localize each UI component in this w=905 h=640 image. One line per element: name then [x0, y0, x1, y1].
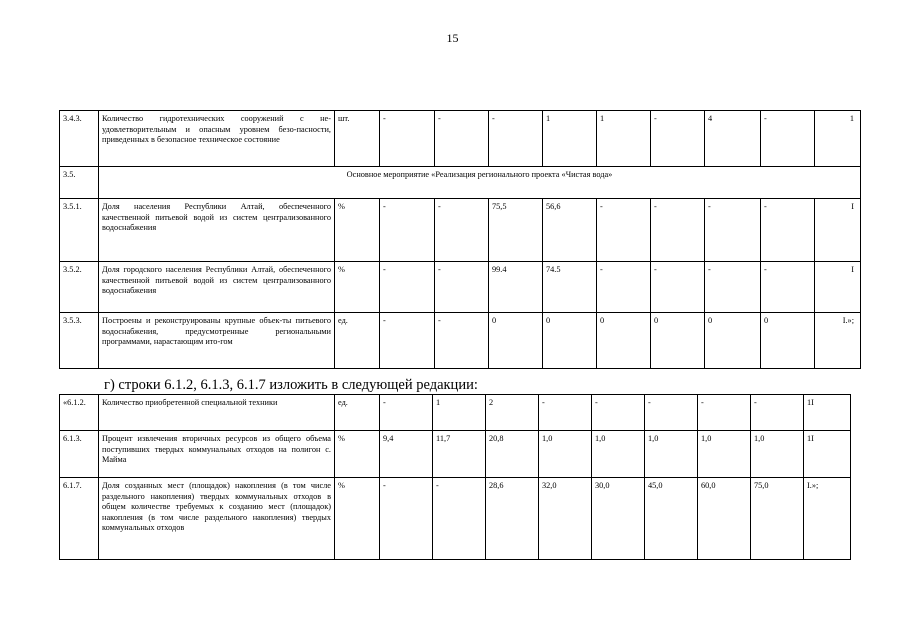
indicator-name: Доля городского населения Республики Алтай, обеспеченного качественной питьевой водой из систем централизованного водоснабжения — [99, 262, 335, 313]
page-number: 15 — [446, 31, 459, 45]
value-cell: 1,0 — [698, 431, 751, 478]
section-heading: г) строки 6.1.2, 6.1.3, 6.1.7 изложить в следующей редакции: — [104, 377, 478, 393]
value-cell: - — [433, 478, 486, 560]
value-cell: 0 — [489, 313, 543, 369]
row-number: 6.1.7. — [60, 478, 99, 560]
value-cell: 1,0 — [645, 431, 698, 478]
value-cell: I — [815, 199, 861, 262]
unit-cell: % — [335, 199, 380, 262]
value-cell: 0 — [543, 313, 597, 369]
value-cell: - — [751, 395, 804, 431]
value-cell: 1I — [804, 431, 851, 478]
value-cell: - — [761, 111, 815, 167]
unit-cell: % — [335, 431, 380, 478]
value-cell: - — [380, 478, 433, 560]
row-number: 3.5.1. — [60, 199, 99, 262]
table-row — [60, 167, 861, 199]
value-cell: 20,8 — [486, 431, 539, 478]
value-cell: - — [698, 395, 751, 431]
value-cell: - — [651, 199, 705, 262]
row-number: 6.1.3. — [60, 431, 99, 478]
value-cell: - — [651, 262, 705, 313]
indicator-name: Доля населения Республики Алтай, обеспеченного качественной питьевой водой из систем централизованного водоснабжения — [99, 199, 335, 262]
indicators-table-1 — [59, 110, 861, 369]
value-cell: - — [597, 199, 651, 262]
value-cell: 28,6 — [486, 478, 539, 560]
table-row — [60, 262, 861, 313]
value-cell: - — [761, 262, 815, 313]
value-cell: I — [815, 262, 861, 313]
section-title: Основное мероприятие «Реализация регионального проекта «Чистая вода» — [99, 167, 861, 199]
value-cell: - — [705, 262, 761, 313]
value-cell: - — [761, 199, 815, 262]
table-row — [60, 199, 861, 262]
value-cell: - — [380, 199, 435, 262]
row-number: 3.5. — [60, 167, 99, 199]
value-cell: 4 — [705, 111, 761, 167]
value-cell: I.»; — [804, 478, 851, 560]
indicator-name: Построены и реконструированы крупные объек-ты питьевого водоснабжения, предусмотренные региональными программами, нарастающим ито-гом — [99, 313, 335, 369]
table-row — [60, 313, 861, 369]
unit-cell: шт. — [335, 111, 380, 167]
unit-cell: ед. — [335, 395, 380, 431]
value-cell: - — [435, 111, 489, 167]
value-cell: 1 — [597, 111, 651, 167]
value-cell: 1,0 — [539, 431, 592, 478]
value-cell: 2 — [486, 395, 539, 431]
value-cell: - — [435, 262, 489, 313]
value-cell: 45,0 — [645, 478, 698, 560]
value-cell: - — [380, 262, 435, 313]
value-cell: - — [645, 395, 698, 431]
table-row — [60, 431, 851, 478]
table-row — [60, 111, 861, 167]
value-cell: 1I — [804, 395, 851, 431]
value-cell: - — [539, 395, 592, 431]
value-cell: 1,0 — [751, 431, 804, 478]
value-cell: 1 — [543, 111, 597, 167]
value-cell: - — [380, 313, 435, 369]
value-cell: - — [489, 111, 543, 167]
indicators-table-2 — [59, 394, 851, 560]
value-cell: - — [380, 111, 435, 167]
value-cell: - — [435, 199, 489, 262]
unit-cell: % — [335, 478, 380, 560]
unit-cell: % — [335, 262, 380, 313]
value-cell: 75,5 — [489, 199, 543, 262]
value-cell: 0 — [651, 313, 705, 369]
value-cell: I.»; — [815, 313, 861, 369]
value-cell: 0 — [597, 313, 651, 369]
value-cell: 1 — [815, 111, 861, 167]
value-cell: 9,4 — [380, 431, 433, 478]
value-cell: 75,0 — [751, 478, 804, 560]
table-row — [60, 395, 851, 431]
indicator-name: Процент извлечения вторичных ресурсов из общего объема поступивших твердых коммунальных отходов на полигон с. Майма — [99, 431, 335, 478]
value-cell: 11,7 — [433, 431, 486, 478]
value-cell: - — [592, 395, 645, 431]
value-cell: - — [651, 111, 705, 167]
value-cell: 1,0 — [592, 431, 645, 478]
row-number: 3.5.2. — [60, 262, 99, 313]
row-number: 3.4.3. — [60, 111, 99, 167]
value-cell: 60,0 — [698, 478, 751, 560]
indicator-name: Доля созданных мест (площадок) накопления (в том числе раздельного накопления) твердых коммунальных отходов в общем количестве требуемых к созданию мест (площадок) накопления (в том числе раздельного накопления) твердых коммунальных отходов — [99, 478, 335, 560]
value-cell: 74.5 — [543, 262, 597, 313]
value-cell: 0 — [705, 313, 761, 369]
value-cell: 30,0 — [592, 478, 645, 560]
value-cell: 1 — [433, 395, 486, 431]
value-cell: 0 — [761, 313, 815, 369]
row-number: 3.5.3. — [60, 313, 99, 369]
row-number: «6.1.2. — [60, 395, 99, 431]
value-cell: - — [597, 262, 651, 313]
indicator-name: Количество приобретенной специальной техники — [99, 395, 335, 431]
table-row — [60, 478, 851, 560]
value-cell: - — [705, 199, 761, 262]
value-cell: - — [380, 395, 433, 431]
value-cell: 32,0 — [539, 478, 592, 560]
value-cell: 56,6 — [543, 199, 597, 262]
indicator-name: Количество гидротехнических сооружений с не-удовлетворительным и опасным уровнем безо-пасности, приведенных в безопасное техническое состояние — [99, 111, 335, 167]
value-cell: 99.4 — [489, 262, 543, 313]
unit-cell: ед. — [335, 313, 380, 369]
value-cell: - — [435, 313, 489, 369]
